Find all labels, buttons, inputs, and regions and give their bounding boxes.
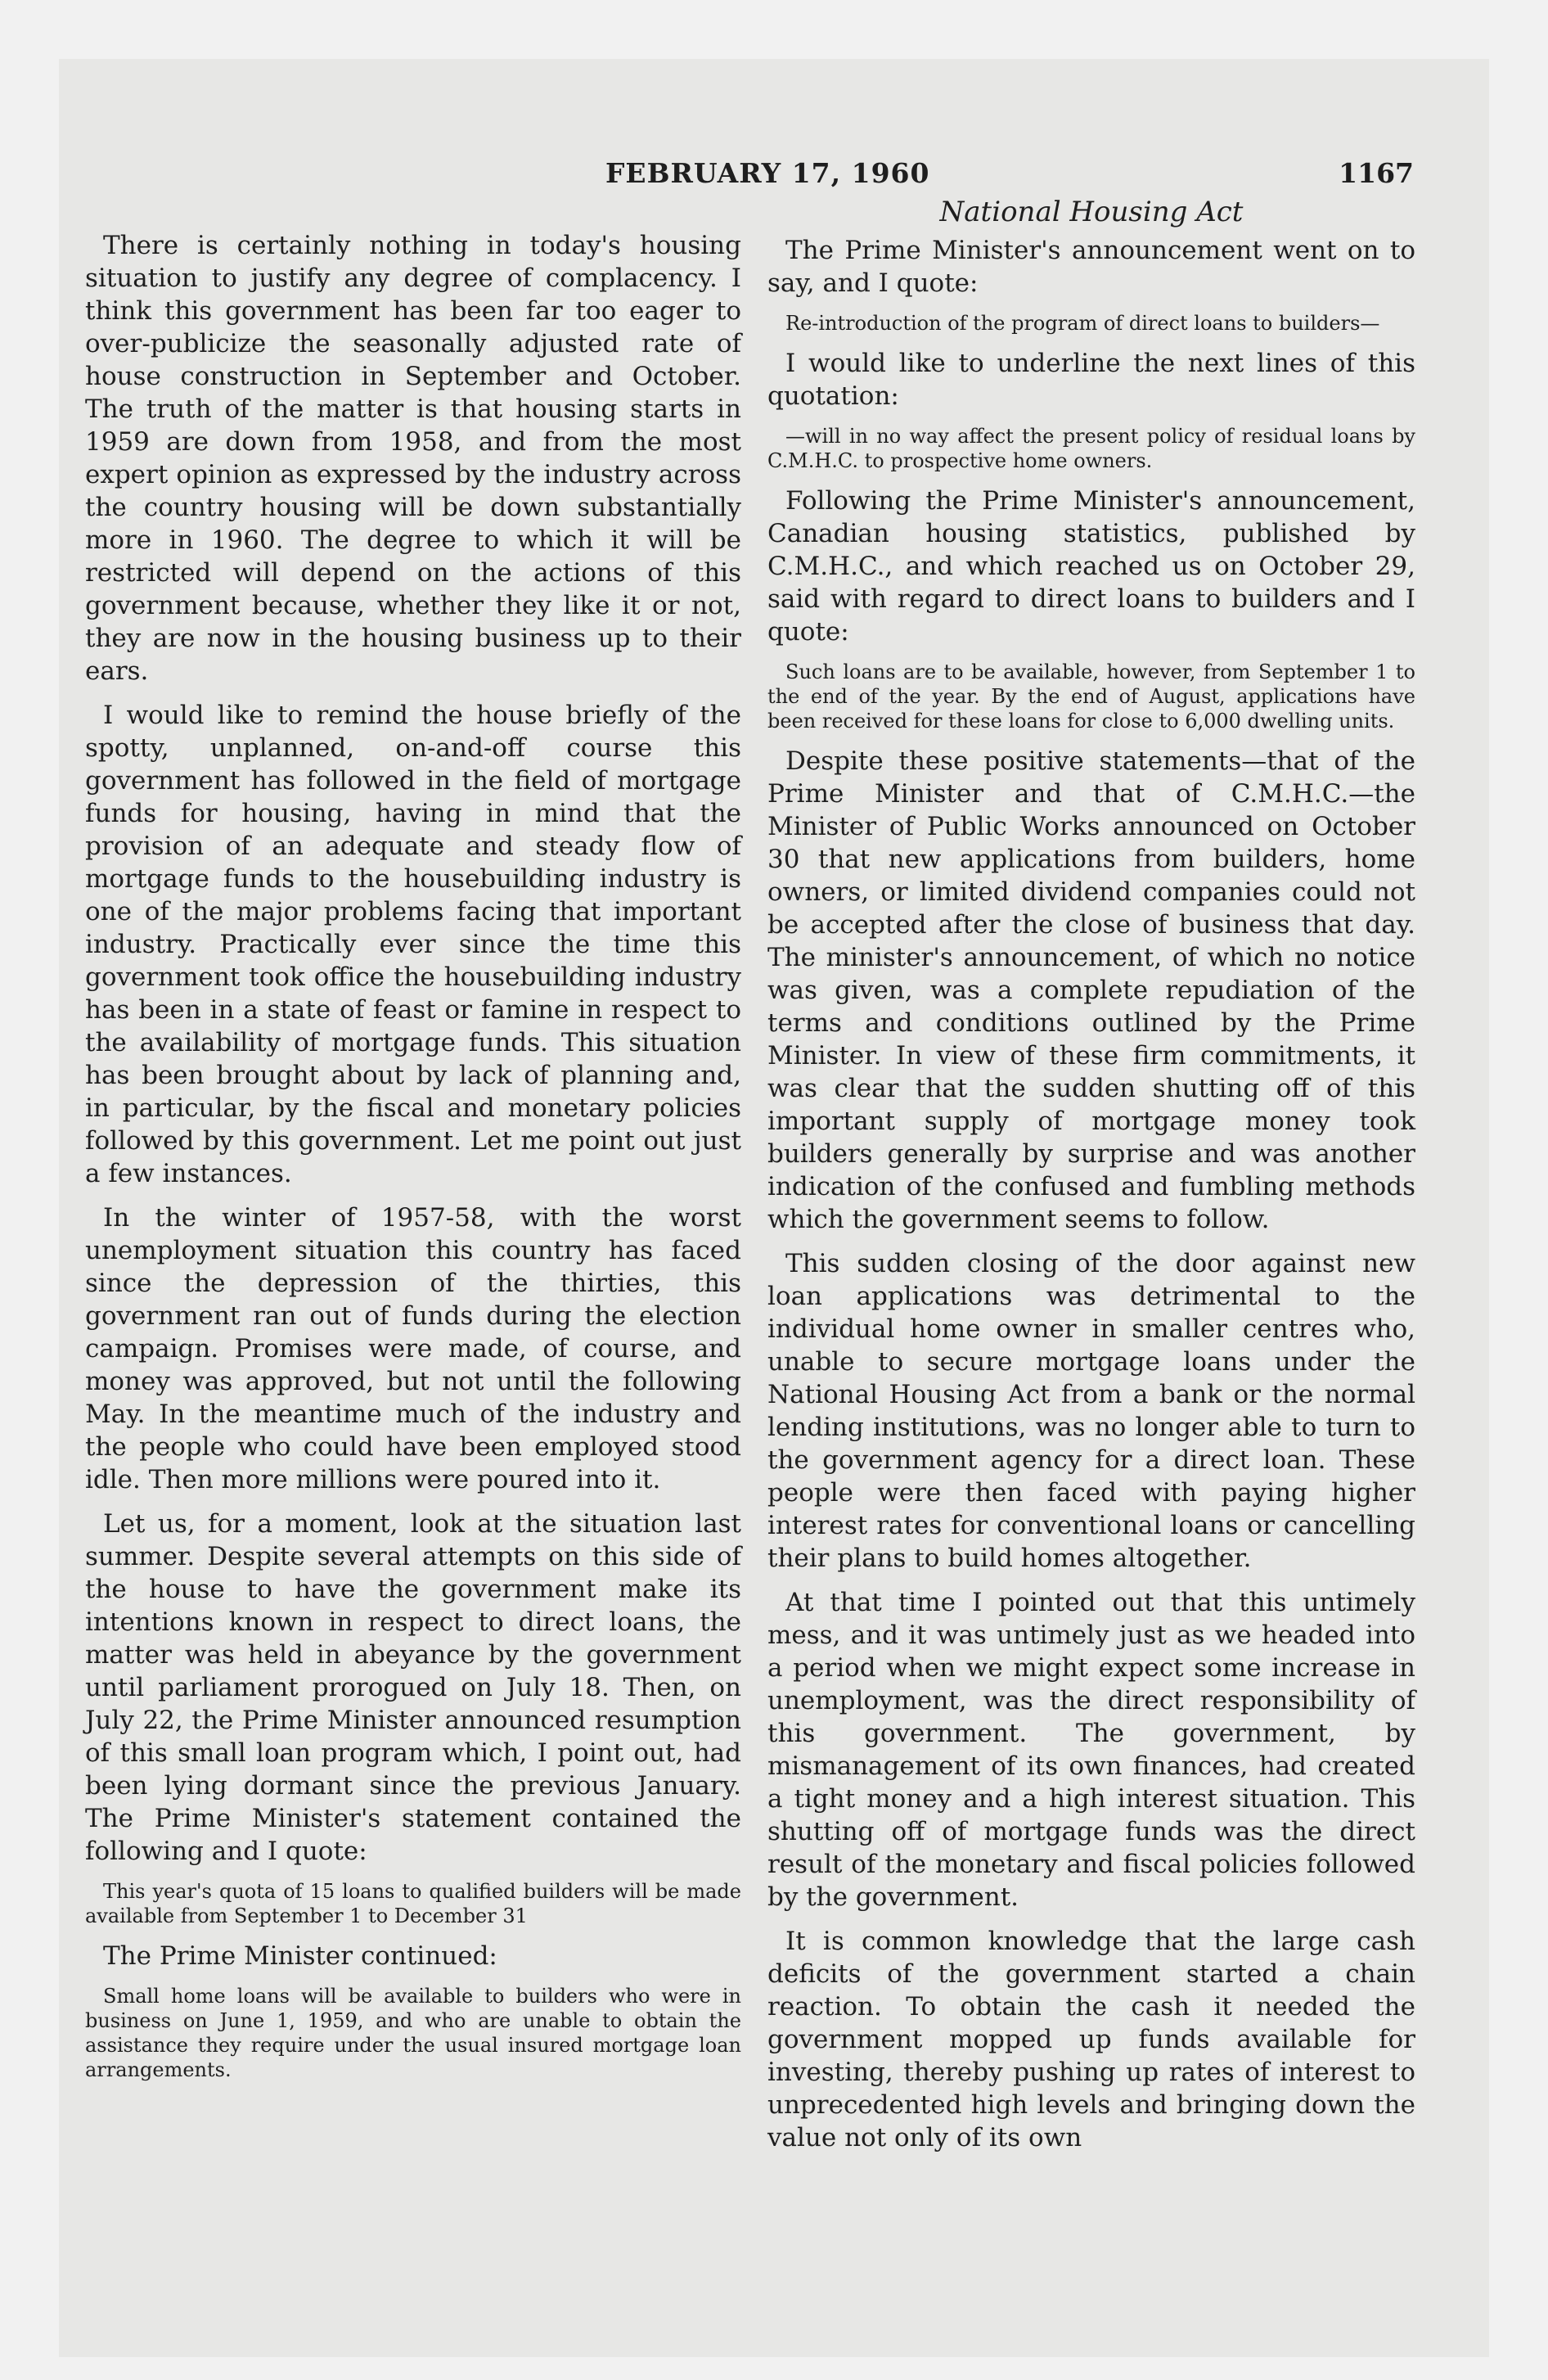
paragraph: It is common knowledge that the large cash deficits of the government started a chain reaction. To obtain the cash it needed the government mopped up funds available for investing, thereby pushing up rates of interest to unprecedented high levels and bringing down the value not only of its own: [767, 1927, 1415, 2152]
paragraph: This sudden closing of the door against new loan applications was detrimental to the individual home owner in smaller centres who, unable to secure mortgage loans under the National Housing Act from a bank or the normal lending institutions, was no longer able to turn to the government agency for a direct loan. These people were then faced with paying higher interest rates for conventional loans or cancelling their plans to build homes altogether.: [767, 1249, 1415, 1573]
paragraph: I would like to remind the house briefly of the spotty, unplanned, on-and-off course this government has followed in the field of mortgage funds for housing, having in mind that the provision of an adequate and steady flow of mortgage funds to the housebuilding industry is one of the major problems facing that important industry. Practically ever since the time this government took office the housebuilding industry has been in a state of feast or famine in respect to the availability of mortgage funds. This situation has been brought about by lack of planning and, in particular, by the fiscal and monetary policies followed by this government. Let me point out just a few instances.: [85, 701, 741, 1188]
left-column: [85, 229, 741, 2094]
block-quote: Such loans are to be available, however, from September 1 to the end of the year. By the end of August, applications have been received for these loans for close to 6,000 dwelling units.: [767, 660, 1415, 732]
paragraph: In the winter of 1957-58, with the worst unemployment situation this country has faced since the depression of the thirties, this government ran out of funds during the election campaign. Promises were made, of course, and money was approved, but not until the following May. In the meantime much of the industry and the people who could have been employed stood idle. Then more millions were poured into it.: [85, 1203, 741, 1494]
page-header: [85, 157, 1414, 193]
block-quote: Re-introduction of the program of direct loans to builders—: [785, 312, 1380, 335]
block-quote: Small home loans will be available to builders who were in business on June 1, 1959, and who are unable to obtain the assistance they require under the usual insured mortgage loan arrangements.: [85, 1985, 741, 2081]
paragraph: The Prime Minister continued:: [103, 1941, 497, 1971]
header-date: FEBRUARY 17, 1960: [605, 157, 930, 189]
section-title: National Housing Act: [939, 196, 1244, 228]
block-quote: —will in no way affect the present policy of residual loans by C.M.H.C. to prospective home owners.: [767, 425, 1415, 472]
right-column: [767, 196, 1415, 2166]
block-quote: This year's quota of 15 loans to qualified builders will be made available from September 1 to December 31: [85, 1880, 741, 1927]
paragraph: Let us, for a moment, look at the situation last summer. Despite several attempts on this side of the house to have the government make its intentions known in respect to direct loans, the matter was held in abeyance by the government until parliament prorogued on July 18. Then, on July 22, the Prime Minister announced resumption of this small loan program which, I point out, had been lying dormant since the previous January. The Prime Minister's statement contained the following and I quote:: [85, 1509, 741, 1866]
paragraph: At that time I pointed out that this untimely mess, and it was untimely just as we headed into a period when we might expect some increase in unemployment, was the direct responsibility of this government. The government, by mismanagement of its own finances, had created a tight money and a high interest situation. This shutting off of mortgage funds was the direct result of the monetary and fiscal policies followed by the government.: [767, 1588, 1415, 1912]
paragraph: Following the Prime Minister's announcement, Canadian housing statistics, published by C.M.H.C., and which reached us on October 29, said with regard to direct loans to builders and I quote:: [767, 486, 1415, 647]
paragraph: The Prime Minister's announcement went on to say, and I quote:: [767, 236, 1415, 298]
paragraph: There is certainly nothing in today's housing situation to justify any degree of complacency. I think this government has been far too eager to over-publicize the seasonally adjusted rate of house construction in September and October. The truth of the matter is that housing starts in 1959 are down from 1958, and from the most expert opinion as expressed by the industry across the country housing will be down substantially more in 1960. The degree to which it will be restricted will depend on the actions of this government because, whether they like it or not, they are now in the housing business up to their ears.: [85, 231, 741, 686]
paragraph: Despite these positive statements—that of the Prime Minister and that of C.M.H.C.—the Minister of Public Works announced on October 30 that new applications from builders, home owners, or limited dividend companies could not be accepted after the close of business that day. The minister's announcement, of which no notice was given, was a complete repudiation of the terms and conditions outlined by the Prime Minister. In view of these firm commitments, it was clear that the sudden shutting off of this important supply of mortgage money took builders generally by surprise and was another indication of the confused and fumbling methods which the government seems to follow.: [767, 746, 1415, 1234]
paragraph: I would like to underline the next lines of this quotation:: [767, 349, 1415, 411]
page-number: 1167: [1339, 157, 1414, 189]
